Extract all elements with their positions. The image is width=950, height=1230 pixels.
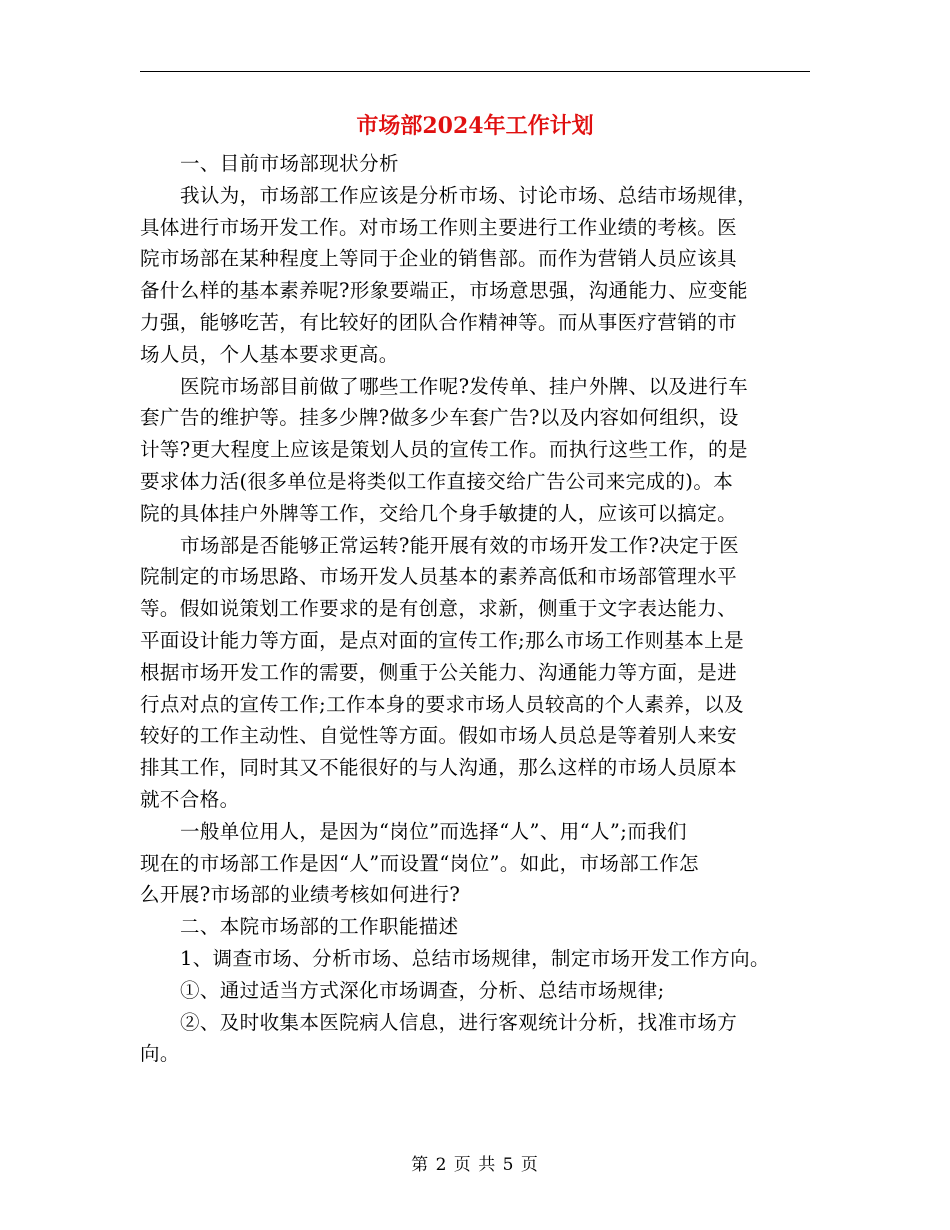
paragraph xyxy=(140,1007,812,1071)
paragraph-line: 平面设计能力等方面，是点对面的宣传工作;那么市场工作则基本上是 xyxy=(140,628,744,652)
paragraph-line: 一般单位用人，是因为“岗位”而选择“人”、用“人”;而我们 xyxy=(179,819,687,843)
header-rule xyxy=(140,71,810,72)
paragraph-line: 就不合格。 xyxy=(140,787,240,811)
paragraph-line: 计等?更大程度上应该是策划人员的宣传工作。而执行这些工作，的是 xyxy=(140,438,748,462)
page-number: 第 2 页 共 5 页 xyxy=(411,1155,539,1175)
paragraph-line: 排其工作，同时其又不能很好的与人沟通，那么这样的市场人员原本 xyxy=(140,756,738,780)
paragraph-line: 要求体力活(很多单位是将类似工作直接交给广告公司来完成的)。本 xyxy=(140,469,734,493)
paragraph-line: 等。假如说策划工作要求的是有创意，求新，侧重于文字表达能力、 xyxy=(140,597,738,621)
paragraph xyxy=(140,530,812,816)
paragraph-line: ①、通过适当方式深化市场调查，分析、总结市场规律; xyxy=(179,978,665,1002)
paragraph xyxy=(140,180,812,371)
paragraph-line: 现在的市场部工作是因“人”而设置“岗位”。如此，市场部工作怎 xyxy=(140,851,699,875)
paragraph-line: 我认为，市场部工作应该是分析市场、讨论市场、总结市场规律， xyxy=(179,183,758,207)
paragraph-line: 院市场部在某种程度上等同于企业的销售部。而作为营销人员应该具 xyxy=(140,247,738,271)
paragraph-line: ②、及时收集本医院病人信息，进行客观统计分析，找准市场方 xyxy=(179,1010,738,1034)
paragraph-line: 行点对点的宣传工作;工作本身的要求市场人员较高的个人素养，以及 xyxy=(140,692,744,716)
paragraph-line: 院制定的市场思路、市场开发人员基本的素养高低和市场部管理水平 xyxy=(140,565,738,589)
paragraph-line: 力强，能够吃苦，有比较好的团队合作精神等。而从事医疗营销的市 xyxy=(140,310,738,334)
paragraph xyxy=(140,816,812,911)
paragraph-line: 套广告的维护等。挂多少牌?做多少车套广告?以及内容如何组织，设 xyxy=(140,406,739,430)
paragraph xyxy=(140,975,812,1007)
paragraph-line: 1、调查市场、分析市场、总结市场规律，制定市场开发工作方向。 xyxy=(179,946,770,970)
paragraph-line: 较好的工作主动性、自觉性等方面。假如市场人员总是等着别人来安 xyxy=(140,724,738,748)
paragraph-line: 场人员，个人基本要求更高。 xyxy=(140,342,399,366)
paragraph-line: 二、本院市场部的工作职能描述 xyxy=(179,915,459,939)
paragraph-line: 院的具体挂户外牌等工作，交给几个身手敏捷的人，应该可以搞定。 xyxy=(140,501,738,525)
paragraph-line: 市场部是否能够正常运转?能开展有效的市场开发工作?决定于医 xyxy=(179,533,739,557)
paragraph-line: 根据市场开发工作的需要，侧重于公关能力、沟通能力等方面，是进 xyxy=(140,660,738,684)
paragraph xyxy=(140,371,812,530)
paragraph-line: 具体进行市场开发工作。对市场工作则主要进行工作业绩的考核。医 xyxy=(140,215,738,239)
paragraph xyxy=(140,943,812,975)
paragraph-line: 向。 xyxy=(140,1042,180,1066)
paragraph xyxy=(140,148,812,180)
document-title: 市场部2024年工作计划 xyxy=(356,113,594,139)
paragraph-line: 备什么样的基本素养呢?形象要端正，市场意思强，沟通能力、应变能 xyxy=(140,279,748,303)
paragraph xyxy=(140,911,812,943)
document-body xyxy=(140,148,812,1070)
paragraph-line: 医院市场部目前做了哪些工作呢?发传单、挂户外牌、以及进行车 xyxy=(179,374,749,398)
paragraph-line: 一、目前市场部现状分析 xyxy=(179,152,399,175)
paragraph-line: 么开展?市场部的业绩考核如何进行? xyxy=(140,883,461,907)
